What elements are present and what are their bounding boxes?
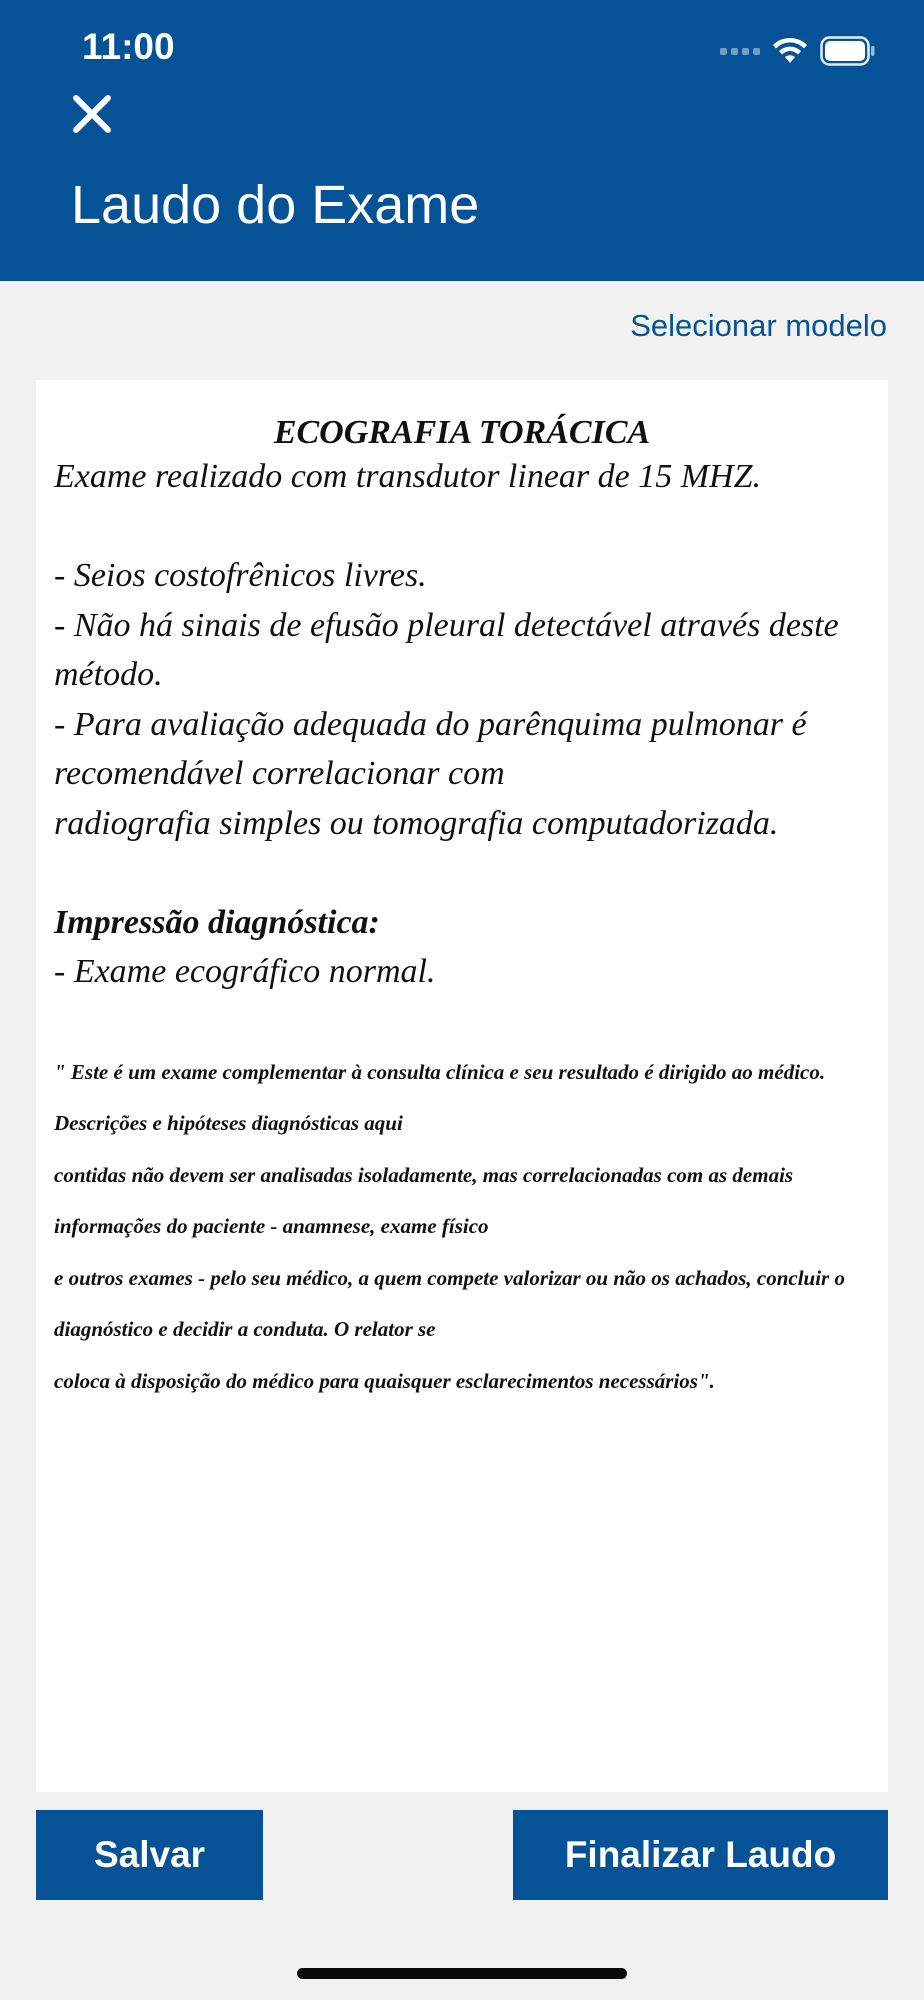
report-body xyxy=(36,452,888,997)
close-icon[interactable] xyxy=(68,90,116,138)
finding-2: - Não há sinais de efusão pleural detectável através deste método. xyxy=(54,606,839,693)
disclaimer-line: e outros exames - pelo seu médico, a quem compete valorizar ou não os achados, concluir o diagnóstico e decidir a conduta. O relator se xyxy=(54,1265,845,1341)
impression-text: - Exame ecográfico normal. xyxy=(54,953,436,990)
status-time: 11:00 xyxy=(82,26,175,67)
home-indicator xyxy=(297,1968,627,1979)
page-title: Laudo do Exame xyxy=(71,175,480,235)
wifi-icon xyxy=(772,37,808,65)
save-button[interactable]: Salvar xyxy=(36,1810,263,1900)
disclaimer-line: contidas não devem ser analisadas isoladamente, mas correlacionadas com as demais informações do paciente - anamnese, exame físico xyxy=(54,1162,794,1238)
report-disclaimer xyxy=(36,1047,888,1408)
report-intro: Exame realizado com transdutor linear de 15 MHZ. xyxy=(54,458,762,495)
finding-1: - Seios costofrênicos livres. xyxy=(54,557,427,594)
battery-icon xyxy=(820,36,876,66)
report-title: ECOGRAFIA TORÁCICA xyxy=(273,414,651,451)
disclaimer-line: coloca à disposição do médico para quaisquer esclarecimentos necessários". xyxy=(54,1368,715,1393)
impression-heading: Impressão diagnóstica: xyxy=(54,903,380,941)
app-header xyxy=(0,0,924,281)
finding-3: - Para avaliação adequada do parênquima pulmonar é recomendável correlacionar com xyxy=(54,705,807,792)
signal-icon xyxy=(720,48,760,55)
select-model-link[interactable]: Selecionar modelo xyxy=(630,308,887,343)
finding-4: radiografia simples ou tomografia computadorizada. xyxy=(54,804,779,842)
report-editor[interactable] xyxy=(36,380,888,1792)
finish-report-button[interactable]: Finalizar Laudo xyxy=(513,1810,888,1900)
status-icons xyxy=(720,34,876,68)
disclaimer-line: " Este é um exame complementar à consulta clínica e seu resultado é dirigido ao médico. Descrições e hipóteses diagnósticas aqui xyxy=(54,1059,826,1135)
